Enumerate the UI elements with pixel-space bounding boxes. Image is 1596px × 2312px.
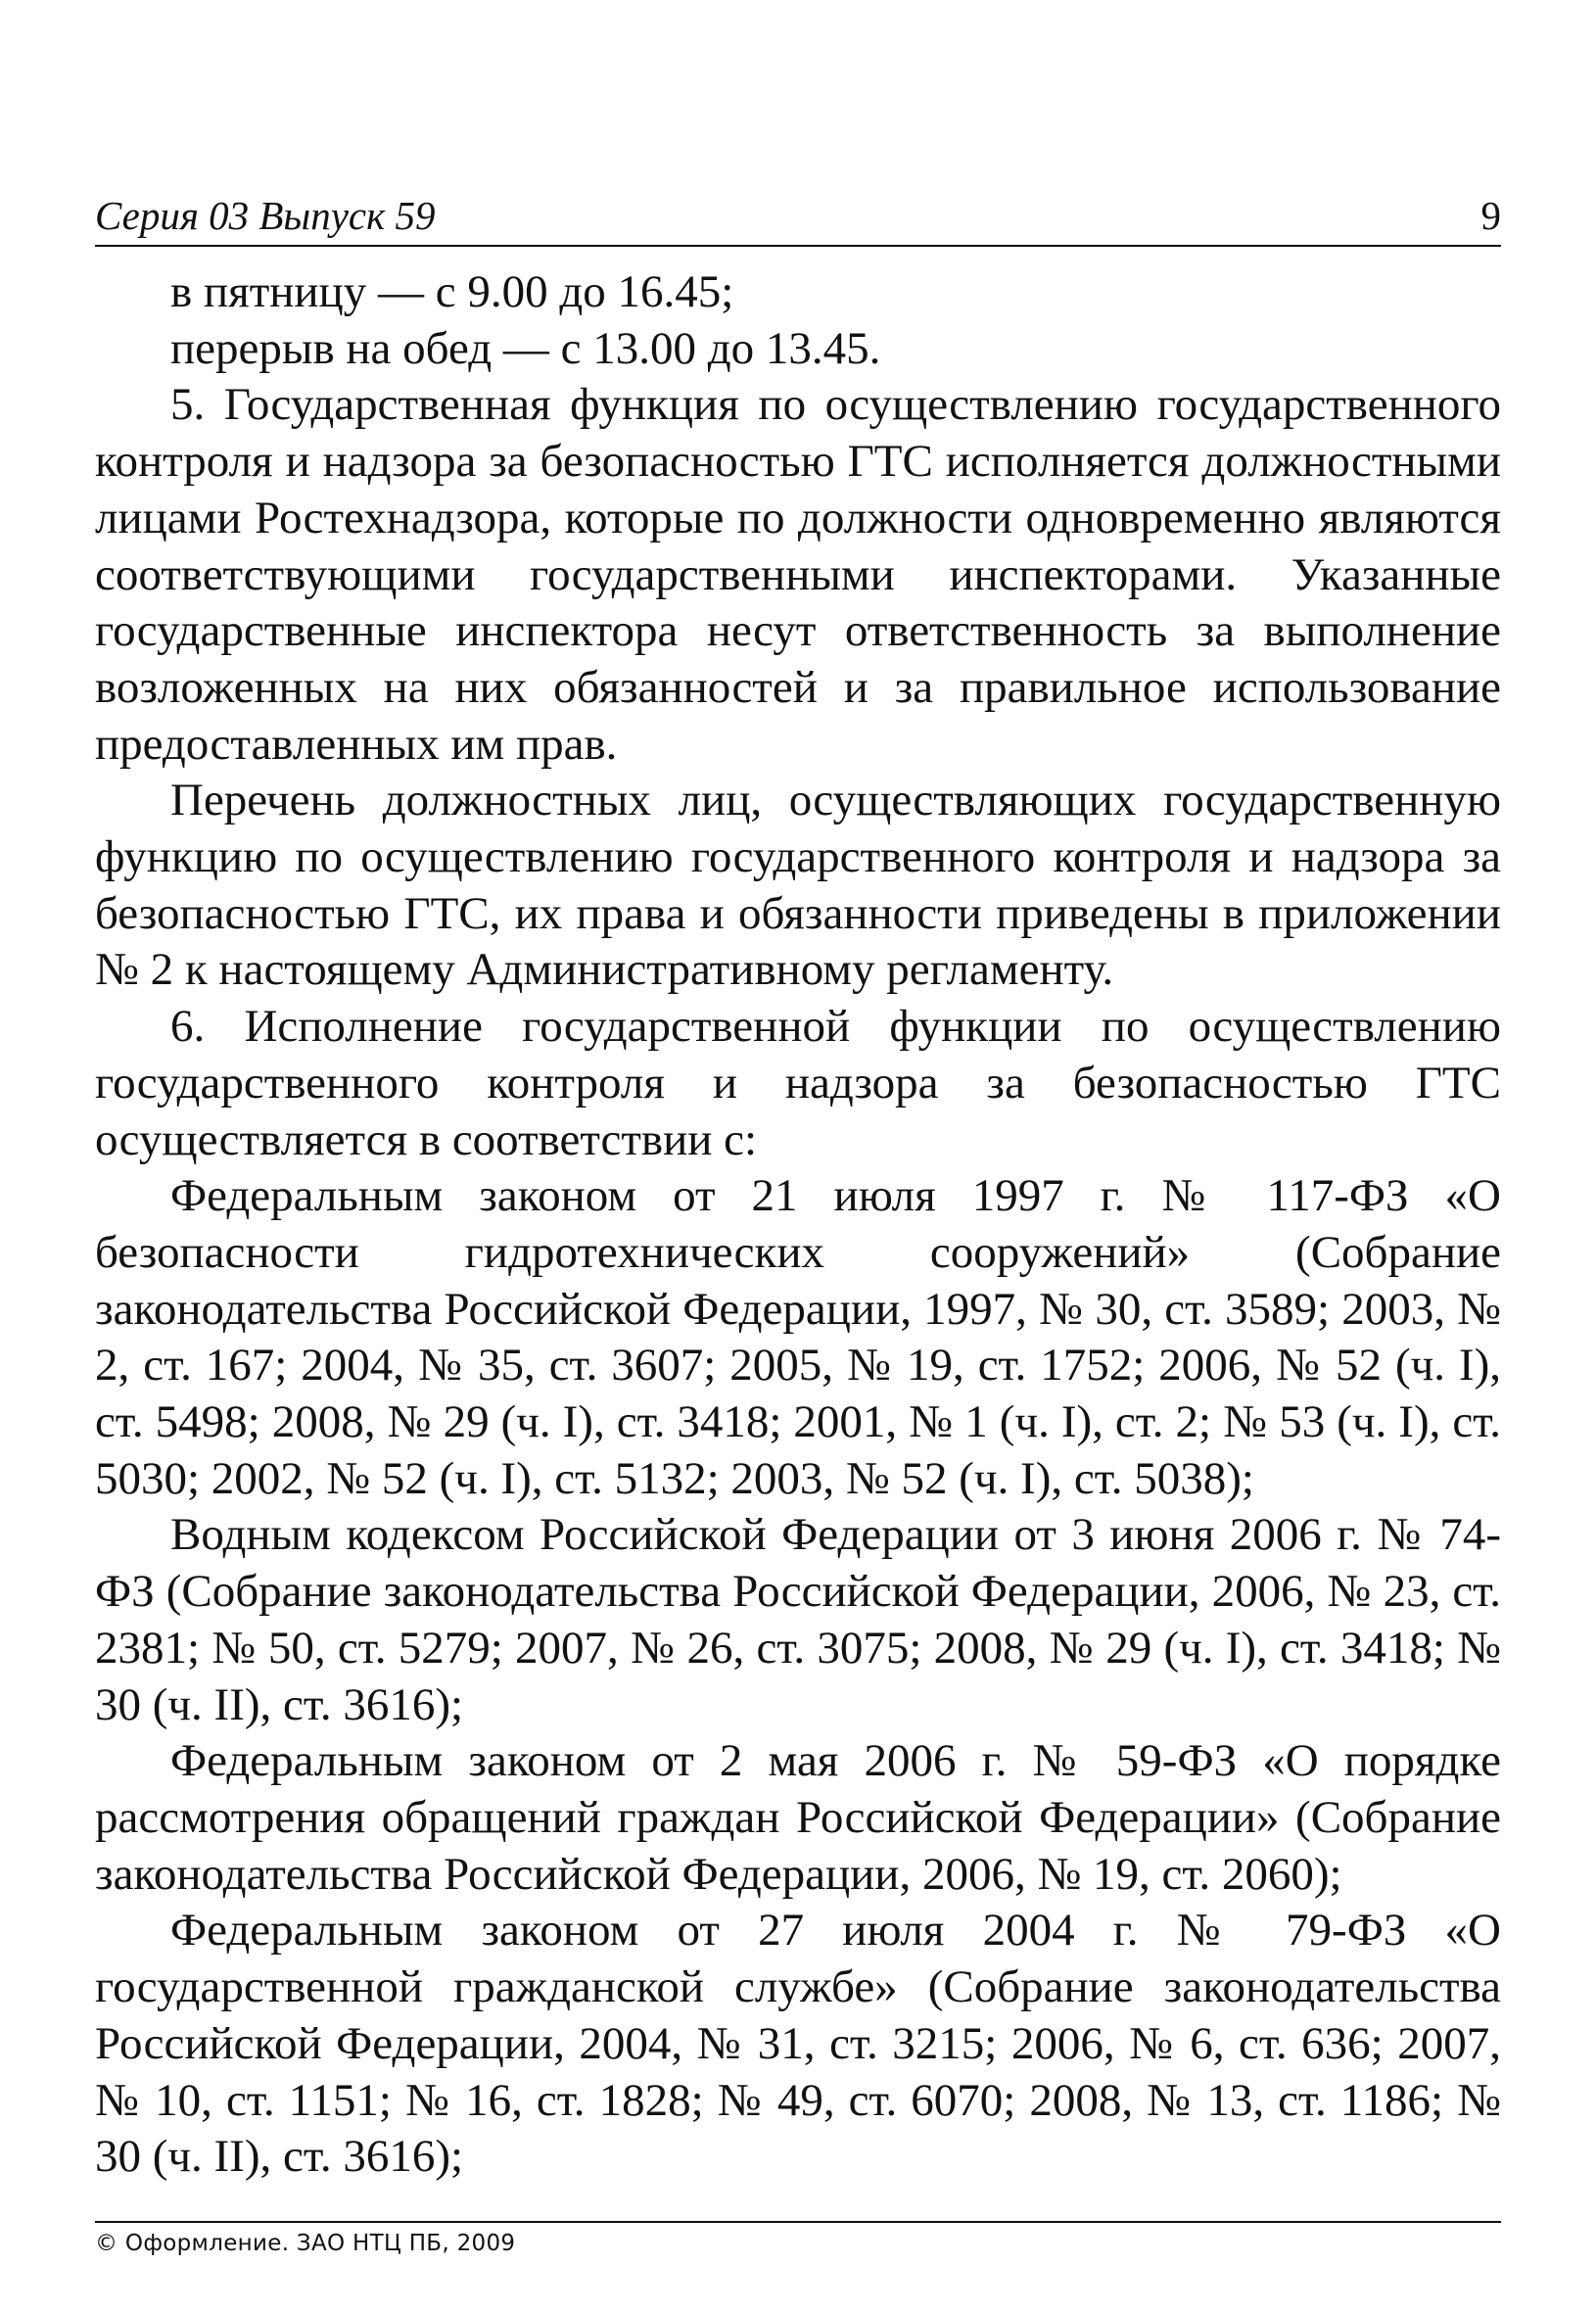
water-code-74-fz: Водным кодексом Российской Федерации от 3 июня 2006 г. № 74-ФЗ (Собрание законодательства Российской Федерации, 2006, № 23, ст. 2381; № 50, ст. 5279; 2007, № 26, ст. 3075; 2008, № 29 (ч. I), ст. 3418; № 30 (ч. II), ст. 3616); bbox=[95, 1509, 1501, 1730]
header-rule bbox=[95, 245, 1501, 247]
page-footer bbox=[95, 2221, 1501, 2256]
schedule-lunch: перерыв на обед — с 13.00 до 13.45. bbox=[170, 322, 881, 374]
schedule-friday: в пятницу — с 9.00 до 16.45; bbox=[170, 266, 734, 317]
page-number: 9 bbox=[1480, 193, 1501, 238]
paragraph-officials-list: Перечень должностных лиц, осуществляющих государственную функцию по осуществлению государственного контроля и надзора за безопасностью ГТС, их права и обязанности приведены в приложении № 2 к настоящему Административному регламенту. bbox=[95, 775, 1501, 996]
footer-rule bbox=[95, 2221, 1501, 2223]
law-79-fz: Федеральным законом от 27 июля 2004 г. № 79-ФЗ «О государственной гражданской службе» (Собрание законодательства Российской Федерации, 2004, № 31, ст. 3215; 2006, № 6, ст. 636; 2007, № 10, ст. 1151; № 16, ст. 1828; № 49, ст. 6070; 2008, № 13, ст. 1186; № 30 (ч. II), ст. 3616); bbox=[95, 1905, 1501, 2183]
paragraph-6: 6. Исполнение государственной функции по осуществлению государственного контроля и надзора за безопасностью ГТС осуществляется в соответствии с: bbox=[95, 1001, 1501, 1165]
body-text bbox=[95, 264, 1501, 2186]
running-header bbox=[95, 193, 1501, 247]
paragraph-5: 5. Государственная функция по осуществлению государственного контроля и надзора за безопасностью ГТС исполняется должностными лицами Ростехнадзора, которые по должности одновременно являются соответствующими государственными инспекторами. Указанные государственные инспектора несут ответственность за выполнение возложенных на них обязанностей и за правильное использование предоставленных им прав. bbox=[95, 379, 1501, 770]
copyright-notice: © Оформление. ЗАО НТЦ ПБ, 2009 bbox=[95, 2231, 516, 2256]
law-117-fz: Федеральным законом от 21 июля 1997 г. № 117-ФЗ «О безопасности гидротехнических сооружений» (Собрание законодательства Российской Федерации, 1997, № 30, ст. 3589; 2003, № 2, ст. 167; 2004, № 35, ст. 3607; 2005, № 19, ст. 1752; 2006, № 52 (ч. I), ст. 5498; 2008, № 29 (ч. I), ст. 3418; 2001, № 1 (ч. I), ст. 2; № 53 (ч. I), ст. 5030; 2002, № 52 (ч. I), ст. 5132; 2003, № 52 (ч. I), ст. 5038); bbox=[95, 1170, 1501, 1504]
law-59-fz: Федеральным законом от 2 мая 2006 г. № 59-ФЗ «О порядке рассмотрения обращений граждан Российской Федерации» (Собрание законодательства Российской Федерации, 2006, № 19, ст. 2060); bbox=[95, 1735, 1501, 1900]
series-title: Серия 03 Выпуск 59 bbox=[95, 193, 436, 238]
